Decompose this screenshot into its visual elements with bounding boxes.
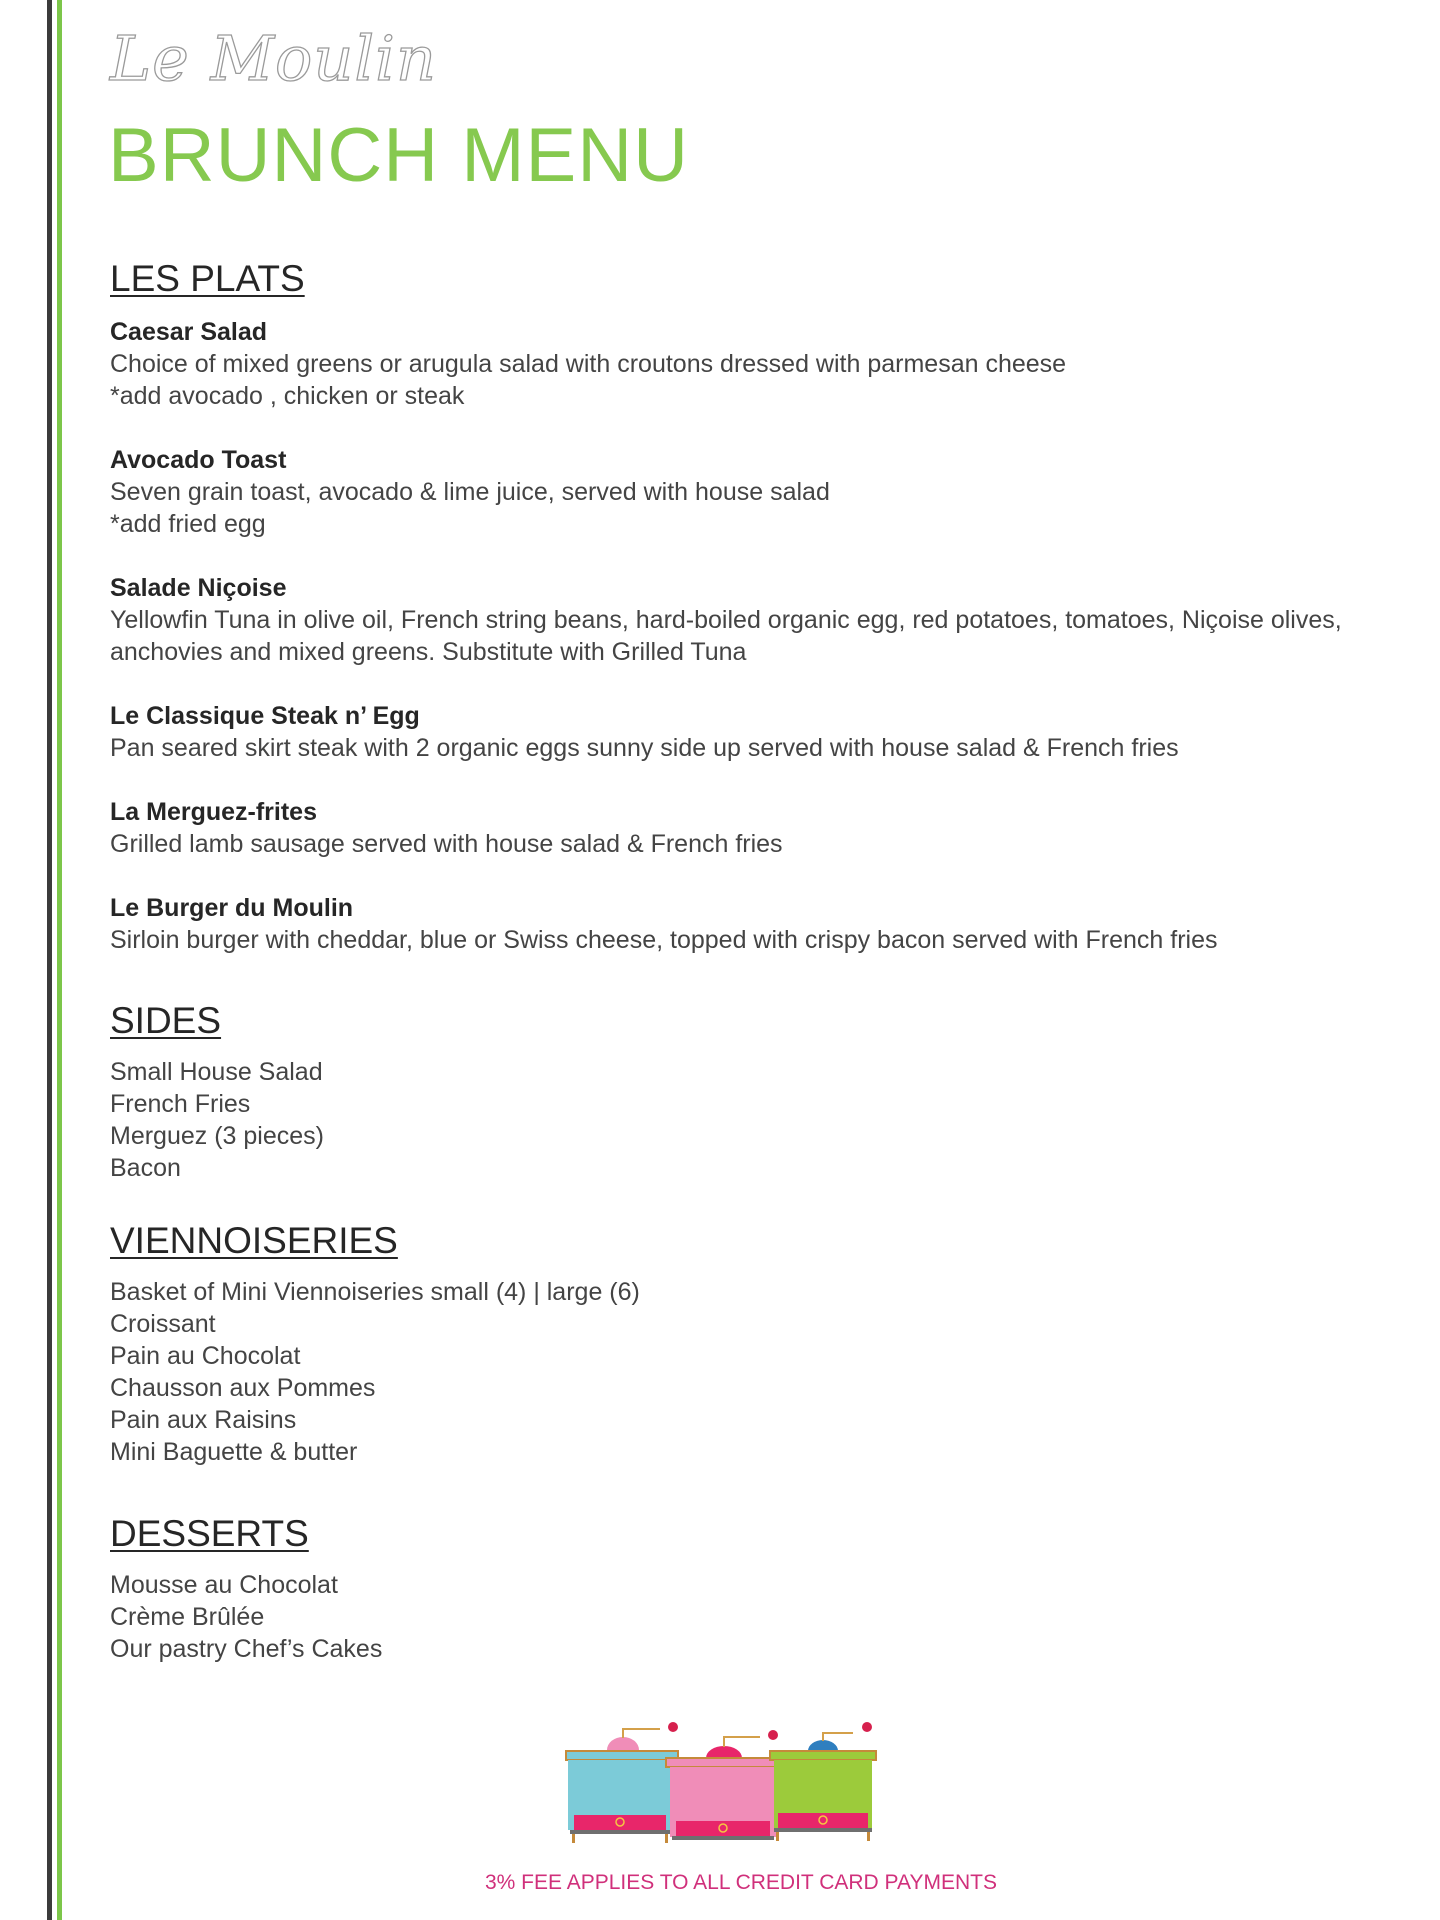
left-border-dark (47, 0, 52, 1920)
dish-description: *add avocado , chicken or steak (110, 382, 465, 410)
list-item: Merguez (3 pieces) (110, 1122, 324, 1150)
menu-title: BRUNCH MENU (108, 113, 689, 198)
green-grinder-icon (770, 1722, 876, 1841)
dish-name: Avocado Toast (110, 446, 287, 474)
list-item: Small House Salad (110, 1058, 323, 1086)
section-heading-viennoiseries: VIENNOISERIES (110, 1220, 398, 1261)
list-item: Chausson aux Pommes (110, 1374, 376, 1402)
section-heading-les-plats: LES PLATS (110, 258, 305, 299)
list-item: Crème Brûlée (110, 1603, 265, 1631)
dish-description: Yellowfin Tuna in olive oil, French string beans, hard-boiled organic egg, red potatoes, tomatoes, Niçoise olives, (110, 606, 1342, 634)
dish-description: Choice of mixed greens or arugula salad with croutons dressed with parmesan cheese (110, 350, 1067, 378)
dish-description: *add fried egg (110, 510, 266, 538)
list-item: Pain au Chocolat (110, 1342, 301, 1370)
dish-name: Caesar Salad (110, 318, 268, 346)
list-item: Mini Baguette & butter (110, 1438, 358, 1466)
dish-name: Salade Niçoise (110, 574, 287, 602)
section-heading-desserts: DESSERTS (110, 1513, 309, 1554)
list-item: Our pastry Chef’s Cakes (110, 1635, 383, 1663)
list-item: Pain aux Raisins (110, 1406, 297, 1434)
section-heading-sides: SIDES (110, 1000, 222, 1041)
restaurant-name: Le Moulin (110, 22, 437, 95)
left-border-green (57, 0, 62, 1920)
list-item: Croissant (110, 1310, 216, 1338)
pink-grinder-icon (666, 1730, 780, 1840)
list-item: French Fries (110, 1090, 251, 1118)
dish-description: Seven grain toast, avocado & lime juice, served with house salad (110, 478, 830, 506)
dish-description: anchovies and mixed greens. Substitute with Grilled Tuna (110, 638, 747, 666)
dish-description: Sirloin burger with cheddar, blue or Swiss cheese, topped with crispy bacon served with French fries (110, 926, 1218, 954)
dish-description: Pan seared skirt steak with 2 organic eggs sunny side up served with house salad & French fries (110, 734, 1179, 762)
coffee-grinders-icon (560, 1715, 880, 1855)
list-item: Basket of Mini Viennoiseries small (4) | large (6) (110, 1278, 640, 1306)
dish-name: Le Burger du Moulin (110, 894, 354, 922)
dish-name: Le Classique Steak n’ Egg (110, 702, 420, 730)
blue-grinder-icon (566, 1722, 678, 1843)
list-item: Mousse au Chocolat (110, 1571, 338, 1599)
credit-card-fee-note: 3% FEE APPLIES TO ALL CREDIT CARD PAYMENTS (485, 1871, 997, 1894)
dish-description: Grilled lamb sausage served with house salad & French fries (110, 830, 783, 858)
list-item: Bacon (110, 1154, 181, 1182)
dish-name: La Merguez-frites (110, 798, 317, 826)
